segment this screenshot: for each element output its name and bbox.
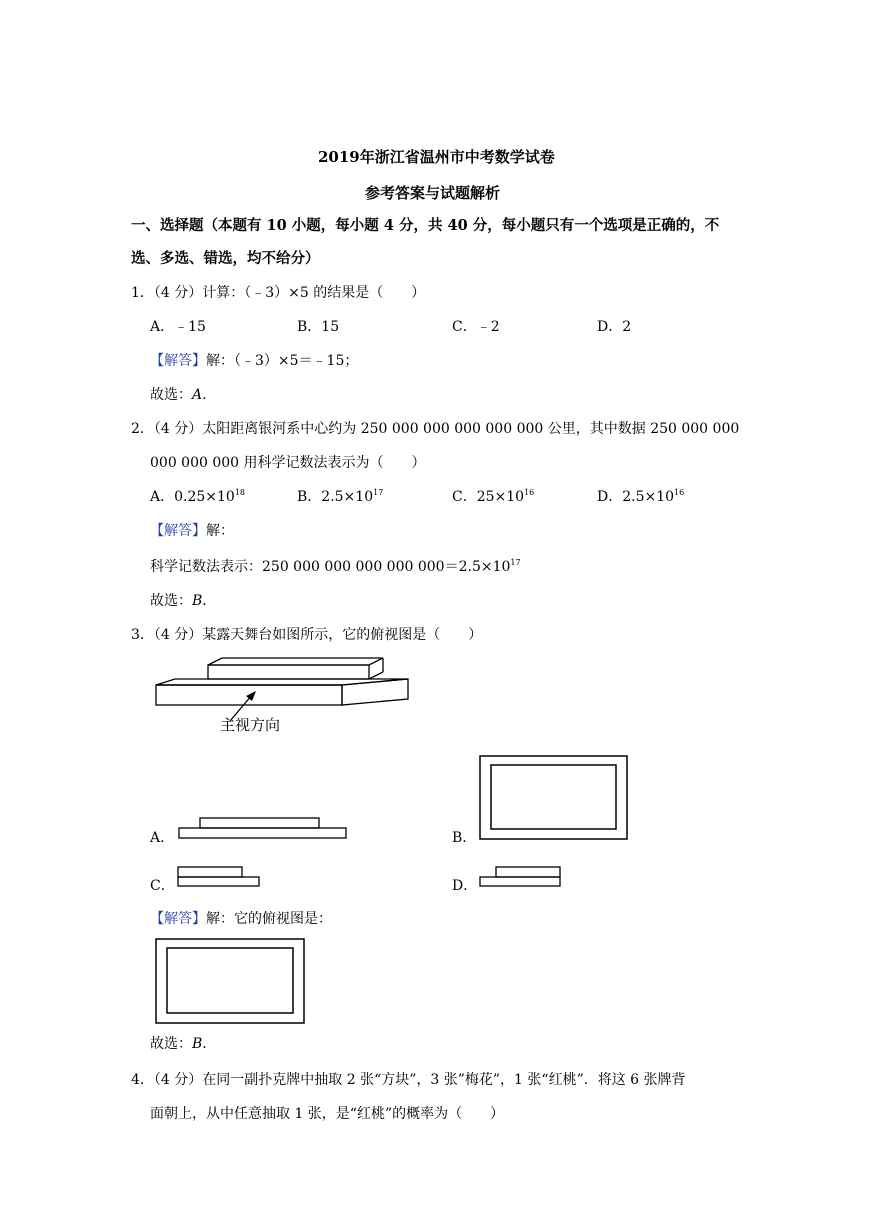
q3-answer-figure (155, 938, 307, 1026)
answer-tag: 【解答】 (150, 523, 206, 539)
page-title: 2019年浙江省温州市中考数学试卷 (318, 148, 555, 166)
q1-stem: 1．（4 分）计算：（﹣3）×5 的结果是（ ） (131, 285, 426, 301)
q3-option-b-figure (479, 755, 629, 841)
q3-option-a-label: A． (150, 830, 175, 846)
q2-option-c: C．$25\times 10^{16}$ (452, 488, 535, 505)
q2-option-b: B．$2.5\times 10^{17}$ (297, 488, 384, 505)
q1-option-c: C．﹣2 (452, 319, 500, 335)
q3-option-c-label: C． (150, 878, 175, 894)
q2-stem-line1: 2．（4 分）太阳距离银河系中心约为 250 000 000 000 000 000 公里，其中数据 250 000 000 (131, 421, 740, 437)
q1-option-a: A．﹣15 (150, 319, 206, 335)
q3-stem: 3．（4 分）某露天舞台如图所示，它的俯视图是（ ） (131, 627, 483, 643)
q2-answer-text: 解： (206, 523, 234, 539)
q2-option-d: D．$2.5\times 10^{16}$ (597, 488, 685, 505)
q3-option-c-figure (177, 866, 261, 888)
q3-option-d-label: D． (452, 878, 478, 894)
q3-option-b-label: B． (452, 830, 477, 846)
q2-option-a: A．$0.25\times 10^{18}$ (150, 488, 246, 505)
answer-tag: 【解答】 (150, 353, 206, 369)
q4-stem-line2: 面朝上，从中任意抽取 1 张，是“红桃”的概率为（ ） (150, 1106, 505, 1122)
q3-choice-value: B. (192, 1036, 207, 1052)
q3-answer-text: 解：它的俯视图是： (206, 911, 332, 927)
choice-prefix: 故选： (150, 387, 192, 403)
answer-tag: 【解答】 (150, 911, 206, 927)
q1-option-d: D．2 (597, 319, 632, 335)
q1-answer-text: 解：（﹣3）×5＝﹣15； (206, 353, 359, 369)
q1-answer (150, 352, 358, 370)
view-direction-label: 主视方向 (220, 716, 281, 734)
choice-prefix: 故选： (150, 593, 192, 609)
section-heading-line2: 选、多选、错选，均不给分） (131, 250, 320, 267)
q1-choice (150, 386, 207, 404)
q2-choice (150, 592, 207, 610)
q1-choice-value: A. (192, 387, 207, 403)
q2-choice-value: B. (192, 593, 207, 609)
q2-detail: 科学记数法表示：250 000 000 000 000 $000=2.5\times 10^{17}$ (150, 558, 521, 575)
q1-option-b: B．15 (297, 319, 340, 335)
q3-option-d-figure (479, 866, 563, 888)
q4-stem-line1: 4．（4 分）在同一副扑克牌中抽取 2 张“方块”，3 张”梅花”，1 张“红桃”．将这 6 张牌背 (131, 1072, 686, 1088)
section-heading-line1: 一、选择题（本题有 10 小题，每小题 4 分，共 40 分，每小题只有一个选项是正确的，不 (131, 217, 720, 234)
q2-stem-line2: 000 000 000 用科学记数法表示为（ ） (150, 455, 426, 471)
q3-choice (150, 1035, 207, 1053)
choice-prefix: 故选： (150, 1036, 192, 1052)
q2-answer (150, 522, 234, 540)
stage-figure (150, 655, 412, 745)
page-subtitle: 参考答案与试题解析 (365, 184, 501, 202)
q3-option-a-figure (178, 816, 348, 840)
q3-answer (150, 910, 332, 928)
